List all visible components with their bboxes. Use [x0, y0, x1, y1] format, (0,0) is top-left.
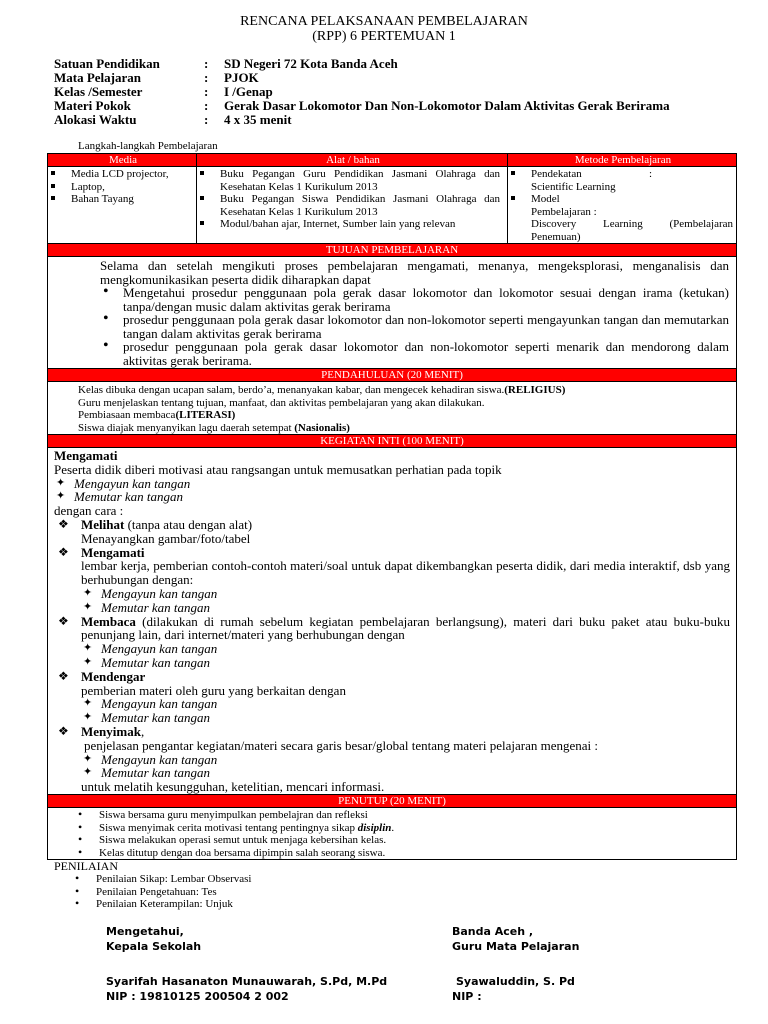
activity-menyimak: ❖ Menyimak, [58, 723, 145, 739]
inti-text: untuk melatih kesungguhan, ketelitian, mencari informasi. [81, 779, 385, 795]
metode-cell [508, 168, 733, 243]
section-header-penutup: PENUTUP (20 MENIT) [47, 794, 737, 808]
penutup-item: • Kelas ditutup dengan doa bersama dipimpin salah seorang siswa. [75, 847, 725, 860]
value-tag: (LITERASI) [175, 409, 236, 421]
arrow-bullet-icon: ✦ [56, 490, 66, 503]
signature-right [452, 924, 579, 954]
identity-colon: : [204, 84, 209, 99]
activity-mengamati: ❖ Mengamati [58, 544, 145, 560]
penutup-item: • Siswa menyimak cerita motivasi tentang pentingnya sikap disiplin. [75, 822, 725, 835]
alat-item: Modul/bahan ajar, Internet, Sumber lain yang relevan [197, 218, 500, 231]
signatory-nip: NIP : 19810125 200504 2 002 [106, 990, 289, 1003]
value-tag: (Nasionalis) [294, 421, 350, 434]
identity-colon: : [204, 112, 209, 127]
inti-text: lembar kerja, pemberian contoh-contoh materi/soal untuk dapat dikembangkan peserta didik, dari media interaktif, dsb yang berhubungan dengan: [81, 558, 730, 588]
inti-content [54, 449, 730, 794]
signature-role: Kepala Sekolah [106, 940, 202, 953]
identity-row [54, 99, 670, 113]
section-header-pendahuluan: PENDAHULUAN (20 MENIT) [47, 368, 737, 382]
alat-item: Buku Pegangan Guru Pendidikan Jasmani Olahraga dan Kesehatan Kelas 1 Kurikulum 2013 [197, 168, 500, 193]
media-item: Bahan Tayang [48, 193, 194, 206]
pendahuluan-line: Pembiasaan membaca(LITERASI) [78, 409, 236, 421]
diamond-bullet-icon: ❖ [58, 723, 69, 738]
tujuan-content [100, 259, 729, 367]
identity-colon: : [204, 56, 209, 71]
metode-value: Discovery Learning (Pembelajaran Penemuan) [531, 218, 733, 243]
identity-value: I /Genap [224, 84, 273, 99]
metode-colon: : [649, 168, 653, 180]
identity-label: Mata Pelajaran [54, 70, 142, 85]
tujuan-item: • Mengetahui prosedur penggunaan pola gerak dasar lokomotor dan lokomotor sesuai dengan irama (ketukan) tanpa/dengan music dalam aktivitas gerak berirama [100, 286, 729, 313]
inti-text: Peserta didik diberi motivasi atau rangsangan untuk memusatkan perhatian pada topik [54, 461, 502, 477]
movement-item: ✦ Memutar kan tangan [83, 599, 211, 615]
metode-item [508, 168, 733, 193]
tujuan-intro: Selama dan setelah mengikuti proses pembelajaran mengamati, menanya, mengeksplorasi, menganalisis dan mengkomunikasikan peserta didik diharapkan dapat [100, 258, 729, 287]
signature-right-name [452, 974, 575, 1004]
arrow-bullet-icon: ✦ [83, 642, 93, 655]
movement-item: ✦ Memutar kan tangan [83, 765, 211, 781]
signatory-nip: NIP : [452, 990, 482, 1003]
header-metode: Metode Pembelajaran [574, 154, 672, 166]
tujuan-item: • prosedur penggunaan pola gerak dasar lokomotor dan non-lokomotor seperti menarik dan mendorong dalam aktivitas gerak berirama. [100, 340, 729, 367]
inti-text: pemberian materi oleh guru yang berkaitan dengan [81, 682, 346, 698]
identity-block [54, 57, 670, 127]
pendahuluan-content [78, 384, 728, 434]
identity-value: 4 x 35 menit [224, 112, 292, 127]
identity-label: Materi Pokok [54, 98, 131, 113]
penutup-item: • Siswa melakukan operasi semut untuk menjaga kebersihan kelas. [75, 834, 725, 847]
signature-caption: Mengetahui, [106, 925, 184, 938]
pendahuluan-line: Siswa diajak menyanyikan lagu daerah setempat (Nasionalis) [78, 421, 350, 434]
identity-label: Alokasi Waktu [54, 112, 137, 127]
identity-value: Gerak Dasar Lokomotor Dan Non-Lokomotor Dalam Aktivitas Gerak Berirama [224, 98, 670, 113]
identity-row [54, 85, 670, 99]
penilaian-item: • Penilaian Pengetahuan: Tes [72, 886, 472, 899]
metode-item [508, 193, 733, 243]
penilaian-heading: PENILAIAN [54, 859, 118, 873]
signature-left-name [106, 974, 387, 1004]
document-title-line2: (RPP) 6 PERTEMUAN 1 [312, 29, 456, 44]
arrow-bullet-icon: ✦ [56, 476, 66, 489]
identity-value: SD Negeri 72 Kota Banda Aceh [224, 56, 398, 71]
value-tag: (RELIGIUS) [504, 384, 566, 396]
table-header-row [47, 153, 737, 167]
document-title-line1: RENCANA PELAKSANAAN PEMBELAJARAN [240, 14, 528, 29]
movement-item: ✦ Mengayun kan tangan [83, 696, 218, 712]
metode-label: Model [531, 193, 560, 205]
diamond-bullet-icon: ❖ [58, 613, 69, 628]
identity-value: PJOK [224, 70, 259, 85]
media-item: Media LCD projector, [48, 168, 194, 181]
identity-row [54, 57, 670, 71]
diamond-bullet-icon: ❖ [58, 516, 69, 531]
metode-label: Pendekatan [531, 168, 582, 180]
pendahuluan-line: Kelas dibuka dengan ucapan salam, berdo’a, menanyakan kabar, dan mengecek kehadiran siswa.(RELIGIUS) [78, 384, 566, 396]
penilaian-item: • Penilaian Sikap: Lembar Observasi [72, 873, 472, 886]
header-media: Media [108, 154, 138, 166]
activity-melihat: ❖ Melihat (tanpa atau dengan alat) [58, 516, 253, 532]
section-header-tujuan: TUJUAN PEMBELAJARAN [47, 243, 737, 257]
identity-row [54, 71, 670, 85]
steps-label: Langkah-langkah Pembelajaran [78, 140, 218, 152]
inti-text: Menayangkan gambar/foto/tabel [81, 530, 251, 546]
arrow-bullet-icon: ✦ [83, 655, 93, 668]
activity-membaca: ❖ Membaca (dilakukan di rumah sebelum kegiatan pembelajaran berlangsung), materi dari buku paket atau buku-buku penunjang lain, dari internet/materi yang berhubungan dengan [58, 613, 730, 643]
metode-label: Pembelajaran : [531, 205, 597, 218]
section-header-inti: KEGIATAN INTI (100 MENIT) [47, 434, 737, 448]
movement-item: ✦ Memutar kan tangan [56, 489, 184, 505]
arrow-bullet-icon: ✦ [83, 711, 93, 724]
penutup-content [75, 809, 725, 859]
identity-colon: : [204, 70, 209, 85]
penilaian-item: • Penilaian Keterampilan: Unjuk [72, 898, 472, 911]
penilaian-content [72, 873, 472, 911]
signatory-name: Syawaluddin, S. Pd [456, 975, 575, 988]
identity-colon: : [204, 98, 209, 113]
signature-role: Guru Mata Pelajaran [452, 940, 580, 953]
alat-item: Buku Pegangan Siswa Pendidikan Jasmani Olahraga dan Kesehatan Kelas 1 Kurikulum 2013 [197, 193, 500, 218]
movement-item: ✦ Mengayun kan tangan [83, 585, 218, 601]
movement-item: ✦ Memutar kan tangan [83, 654, 211, 670]
penutup-item: • Siswa bersama guru menyimpulkan pembelajran dan refleksi [75, 809, 725, 822]
movement-item: ✦ Memutar kan tangan [83, 710, 211, 726]
signatory-name: Syarifah Hasanaton Munauwarah, S.Pd, M.Pd [106, 975, 388, 988]
arrow-bullet-icon: ✦ [83, 600, 93, 613]
inti-text: dengan cara : [54, 503, 124, 519]
signature-left [106, 924, 201, 954]
arrow-bullet-icon: ✦ [83, 752, 93, 765]
signature-place: Banda Aceh , [452, 925, 534, 938]
header-alat: Alat / bahan [326, 154, 380, 166]
movement-item: ✦ Mengayun kan tangan [83, 751, 218, 767]
activity-mendengar: ❖ Mendengar [58, 668, 146, 684]
identity-label: Kelas /Semester [54, 84, 143, 99]
arrow-bullet-icon: ✦ [83, 766, 93, 779]
movement-item: ✦ Mengayun kan tangan [56, 475, 191, 491]
identity-label: Satuan Pendidikan [54, 56, 160, 71]
inti-subheading: Mengamati [54, 448, 118, 463]
identity-row [54, 113, 670, 127]
arrow-bullet-icon: ✦ [83, 586, 93, 599]
inti-text: penjelasan pengantar kegiatan/materi secara garis besar/global tentang materi pelajaran mengenai : [84, 737, 598, 753]
arrow-bullet-icon: ✦ [83, 697, 93, 710]
pendahuluan-line: Guru menjelaskan tentang tujuan, manfaat, dan aktivitas pembelajaran yang akan dilakukan. [78, 396, 485, 409]
media-cell [48, 168, 194, 206]
media-item: Laptop, [48, 181, 194, 194]
diamond-bullet-icon: ❖ [58, 668, 69, 683]
metode-value: Scientific Learning [531, 180, 616, 193]
diamond-bullet-icon: ❖ [58, 544, 69, 559]
alat-cell [197, 168, 500, 231]
tujuan-item: • prosedur penggunaan pola gerak dasar lokomotor dan non-lokomotor seperti mengayunkan tangan dan memutarkan tangan dalam aktivitas gerak berirama [100, 313, 729, 340]
movement-item: ✦ Mengayun kan tangan [83, 641, 218, 657]
